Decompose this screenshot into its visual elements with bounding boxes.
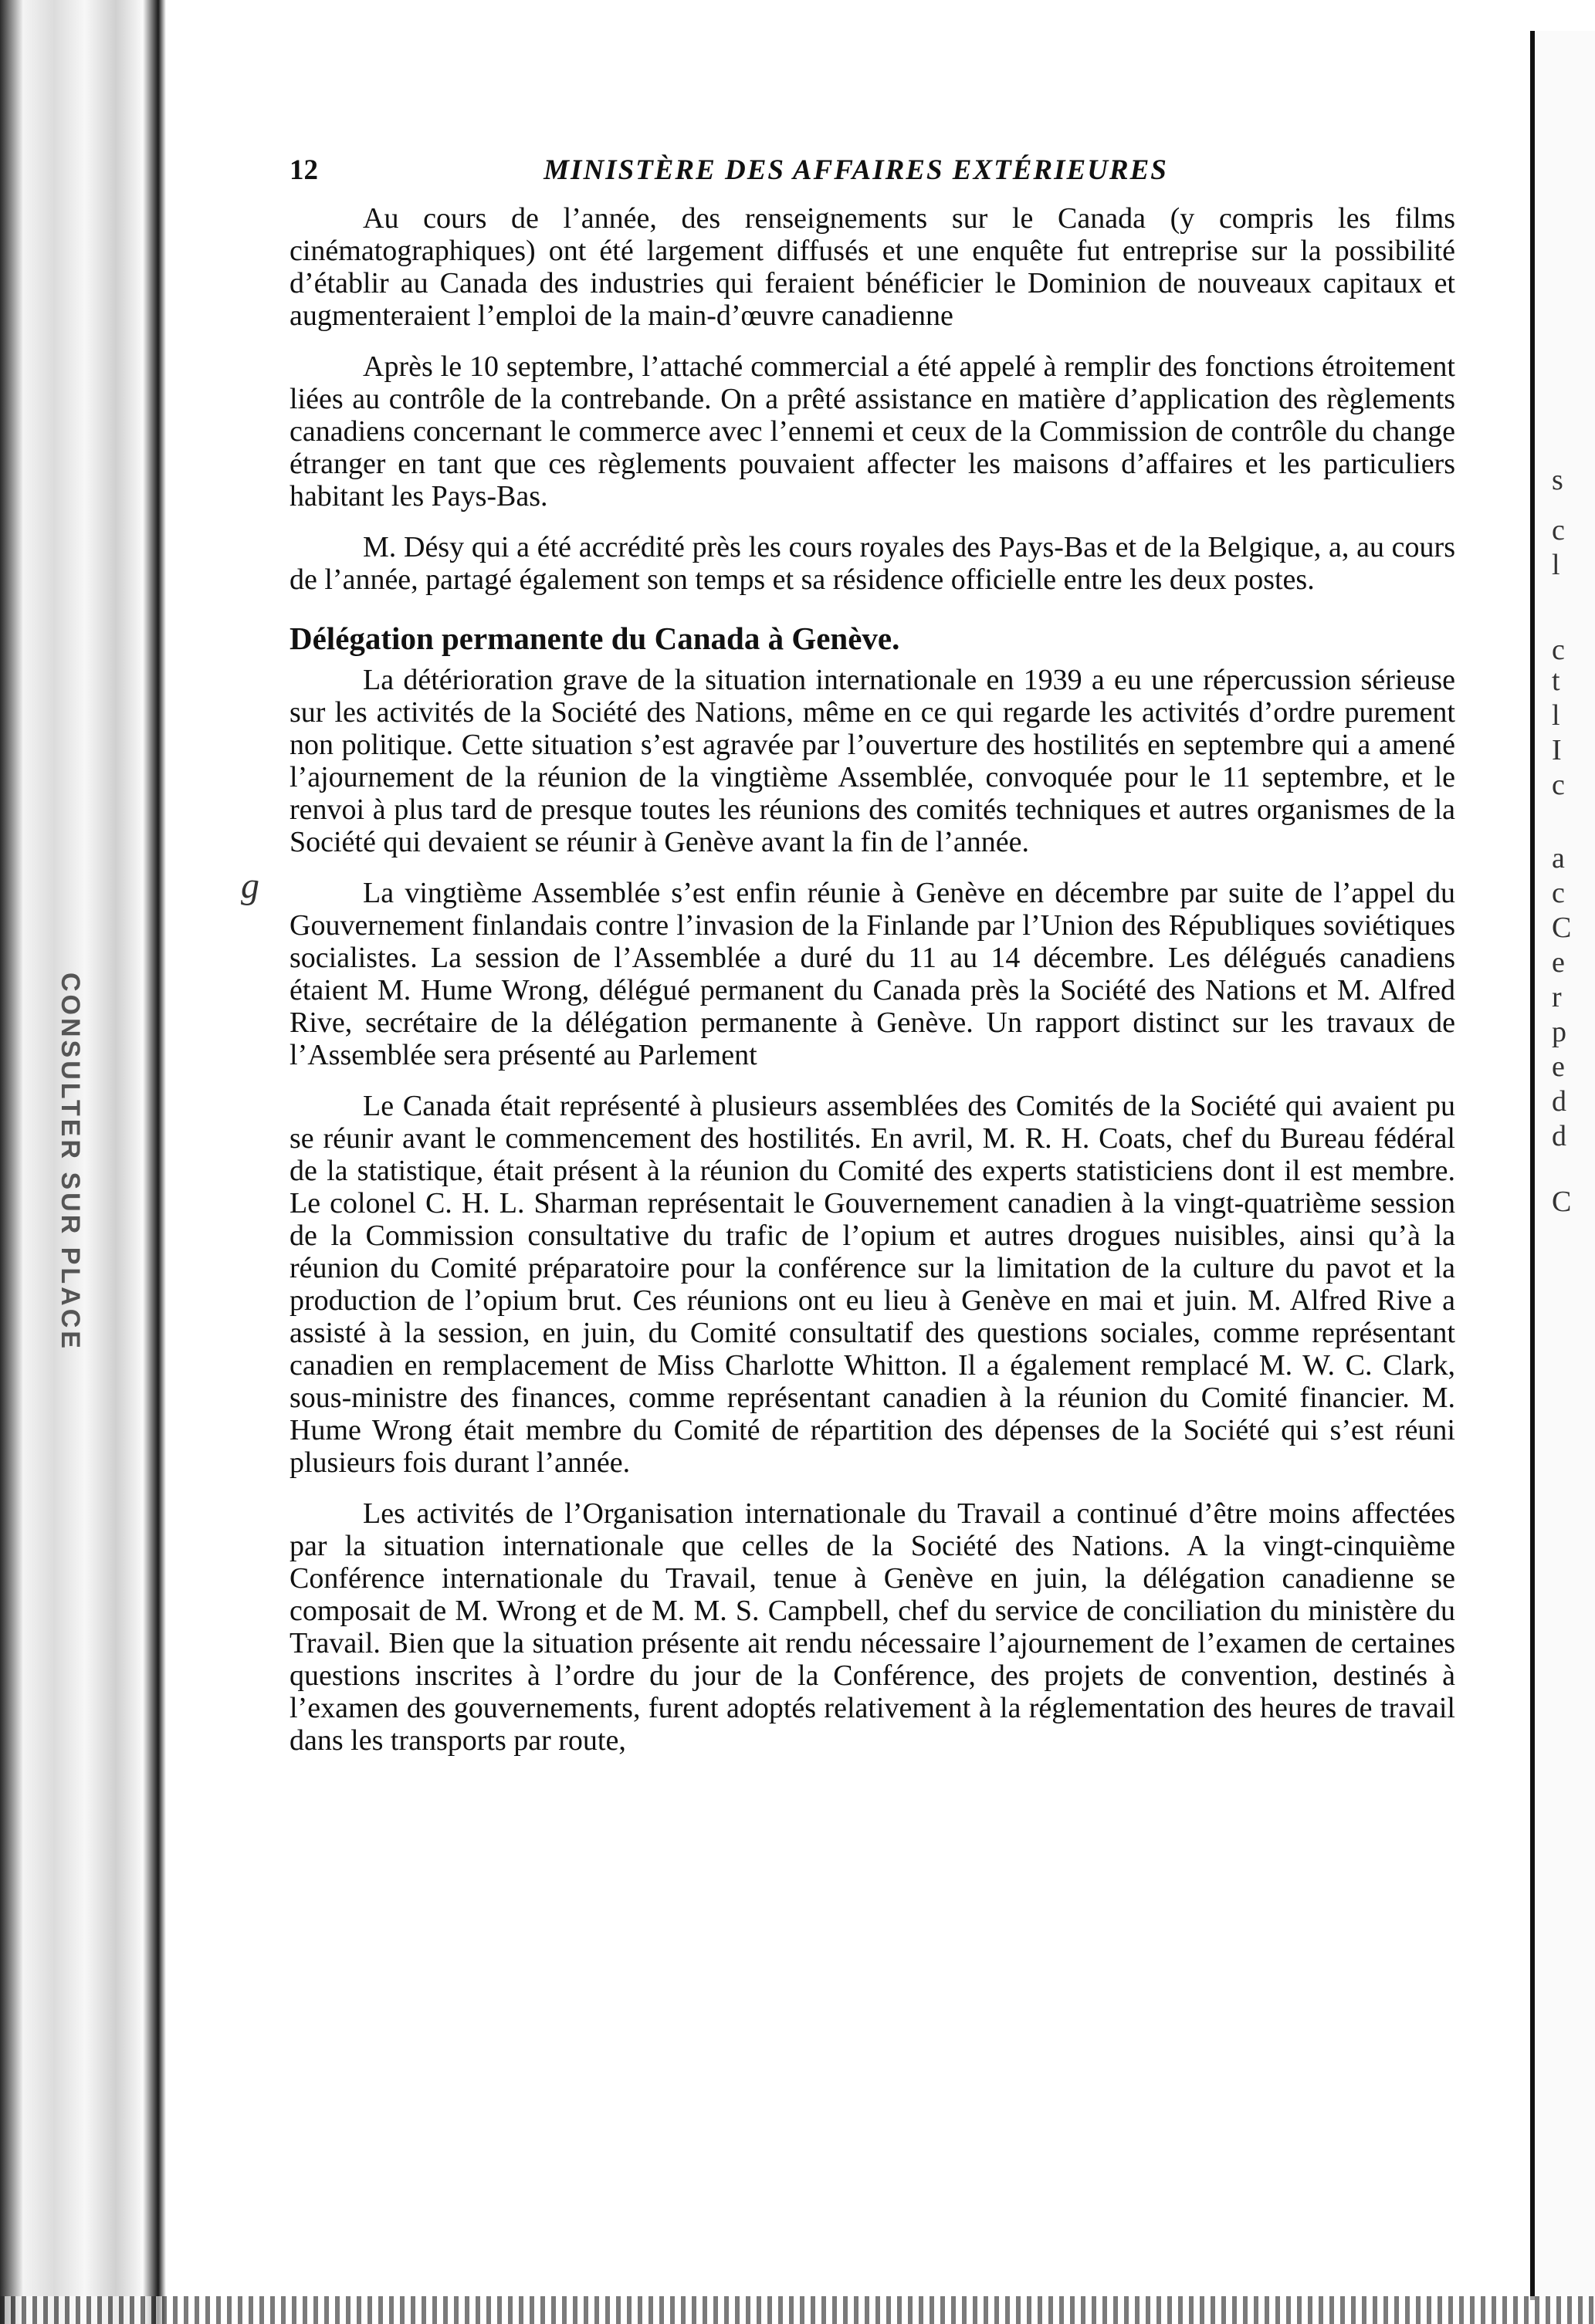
body-paragraph: M. Désy qui a été accrédité près les cours royales des Pays-Bas et de la Belgique, a, au cours de l’année, partagé également son temps et sa résidence officielle entre les deux postes.	[290, 531, 1455, 596]
adjacent-page-letter: C	[1552, 912, 1572, 944]
adjacent-page-letter: I	[1552, 734, 1562, 766]
adjacent-page-letter: e	[1552, 1050, 1565, 1083]
adjacent-page-letter: d	[1552, 1120, 1566, 1152]
adjacent-page-letter: c	[1552, 514, 1565, 546]
adjacent-page-letter: s	[1552, 464, 1563, 496]
adjacent-page-edge	[1530, 31, 1595, 2300]
body-paragraph: Après le 10 septembre, l’attaché commercial a été appelé à remplir des fonctions étroitement liées au contrôle de la contrebande. On a prêté assistance en matière d’application des règlements canadiens concernant le commerce avec l’ennemi et ceux de la Commission de contrôle du change étranger en tant que ces règlements pouvaient affecter les maisons d’affaires et les particuliers habitant les Pays-Bas.	[290, 350, 1455, 512]
adjacent-page-letter: d	[1552, 1085, 1566, 1118]
adjacent-page-letter: l	[1552, 699, 1560, 732]
archive-stamp: CONSULTER SUR PLACE	[56, 973, 85, 1351]
adjacent-page-letter: c	[1552, 769, 1565, 801]
adjacent-page-letter: e	[1552, 946, 1565, 979]
document-page	[290, 154, 1455, 1775]
page-header	[290, 154, 1455, 202]
body-paragraph: La vingtième Assemblée s’est enfin réunie à Genève en décembre par suite de l’appel du Gouvernement finlandais contre l’invasion de la Finlande par l’Union des Républiques soviétiques socialistes. La session de l’Assemblée a duré du 11 au 14 décembre. Les délégués canadiens étaient M. Hume Wrong, délégué permanent du Canada près la Société des Nations et M. Alfred Rive, secrétaire de la délégation permanente à Genève. Un rapport distinct sur les travaux de l’Assemblée sera présenté au Parlement	[290, 877, 1455, 1071]
scan-bottom-edge	[0, 2296, 1595, 2324]
adjacent-page-letter: c	[1552, 634, 1565, 666]
body-paragraph: La détérioration grave de la situation internationale en 1939 a eu une répercussion sérieuse sur les activités de la Société des Nations, même en ce qui regarde les activités d’ordre purement non politique. Cette situation s’est agravée par l’ouverture des hostilités en septembre qui a amené l’ajournement de la réunion de la vingtième Assemblée, convoquée pour le 11 septembre, et le renvoi à plus tard de presque toutes les réunions des comités techniques et autres organismes de la Société qui devaient se réunir à Genève avant la fin de l’année.	[290, 664, 1455, 858]
adjacent-page-letter: l	[1552, 549, 1560, 581]
adjacent-page-letter: t	[1552, 665, 1560, 697]
running-head: MINISTÈRE DES AFFAIRES EXTÉRIEURES	[544, 154, 1168, 186]
body-paragraph: Le Canada était représenté à plusieurs assemblées des Comités de la Société qui avaient pu se réunir avant le commencement des hostilités. En avril, M. R. H. Coats, chef du Bureau fédéral de la statistique, était présent à la réunion du Comité des experts statisticiens dont il est membre. Le colonel C. H. L. Sharman représentait le Gouvernement canadien à la vingt-quatrième session de la Commission consultative du trafic de l’opium et autres drogues nuisibles, ainsi qu’à la réunion du Comité préparatoire pour la conférence sur la limitation de la culture du pavot et la production de l’opium brut. Ces réunions ont eu lieu à Genève en mai et juin. M. Alfred Rive a assisté à la session, en juin, du Comité consultatif des questions sociales, comme représentant canadien en remplacement de Miss Charlotte Whitton. Il a également remplacé M. W. C. Clark, sous-ministre des finances, comme représentant canadien à la réunion du Comité financier. M. Hume Wrong était membre du Comité de répartition des dépenses de la Société qui s’est réuni plusieurs fois durant l’année.	[290, 1090, 1455, 1479]
adjacent-page-letter: c	[1552, 877, 1565, 909]
body-paragraph: Au cours de l’année, des renseignements sur le Canada (y compris les films cinématographiques) ont été largement diffusés et une enquête fut entreprise sur la possibilité d’établir au Canada des industries qui feraient bénéficier le Dominion de nouveaux capitaux et augmenteraient l’emploi de la main-d’œuvre canadienne	[290, 202, 1455, 332]
section-heading: Délégation permanente du Canada à Genève.	[290, 621, 900, 656]
adjacent-page-letter: C	[1552, 1186, 1572, 1218]
page-number: 12	[290, 154, 318, 186]
adjacent-page-letter: p	[1552, 1016, 1566, 1048]
adjacent-page-letter: a	[1552, 842, 1565, 874]
handwritten-margin-note: g	[241, 865, 259, 906]
body-paragraph: Les activités de l’Organisation internationale du Travail a continué d’être moins affectées par la situation internationale que celles de la Société des Nations. A la vingt-cinquième Conférence internationale du Travail, tenue à Genève en juin, la délégation canadienne se composait de M. Wrong et de M. M. S. Campbell, chef du service de conciliation du ministère du Travail. Bien que la situation présente ait rendu nécessaire l’ajournement de l’examen de certaines questions inscrites à l’ordre du jour de la Conférence, des projets de convention, destinés à l’examen des gouvernements, furent adoptés relativement à la réglementation des heures de travail dans les transports par route,	[290, 1497, 1455, 1757]
adjacent-page-letter: r	[1552, 981, 1562, 1013]
